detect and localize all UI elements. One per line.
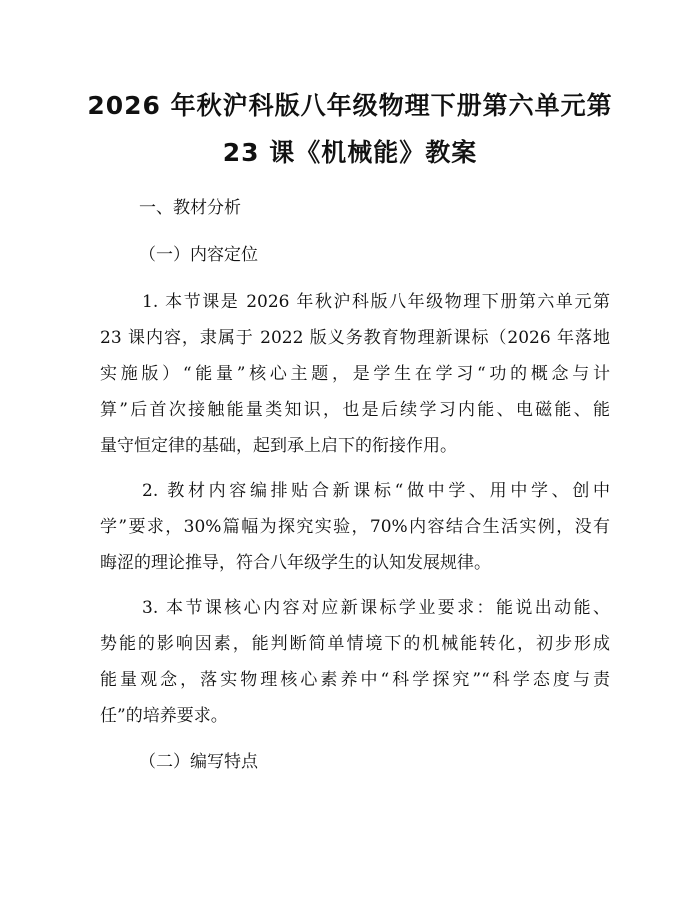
- paragraph-1-line-1: 1. 本节课是 2026 年秋沪科版八年级物理下册第六单元第: [142, 292, 610, 312]
- document-title-line-1: 2026 年秋沪科版八年级物理下册第六单元第: [87, 91, 613, 120]
- paragraph-2-line-3: 晦涩的理论推导，符合八年级学生的认知发展规律。: [100, 553, 491, 573]
- paragraph-3-line-1: 3. 本节课核心内容对应新课标学业要求：能说出动能、: [142, 598, 610, 618]
- paragraph-2-line-2: 学”要求，30%篇幅为探究实验，70%内容结合生活实例，没有: [100, 517, 610, 537]
- paragraph-2: [100, 473, 610, 581]
- paragraph-1-line-2: 23 课内容，隶属于 2022 版义务教育物理新课标（2026 年落地: [100, 328, 610, 348]
- paragraph-2-line-1: 2. 教材内容编排贴合新课标“做中学、用中学、创中: [142, 481, 610, 501]
- paragraph-1-line-3: 实施版）“能量”核心主题，是学生在学习“功的概念与计: [100, 364, 610, 384]
- document-title-line-2: 23 课《机械能》教案: [222, 138, 478, 167]
- section-heading-textbook-analysis: 一、教材分析: [139, 198, 241, 218]
- paragraph-1-line-5: 量守恒定律的基础，起到承上启下的衔接作用。: [100, 436, 457, 456]
- paragraph-3-line-4: 任”的培养要求。: [100, 706, 228, 726]
- paragraph-3: [100, 590, 610, 734]
- paragraph-1: [100, 284, 610, 464]
- paragraph-3-line-2: 势能的影响因素，能判断简单情境下的机械能转化，初步形成: [100, 634, 610, 654]
- paragraph-1-line-4: 算”后首次接触能量类知识，也是后续学习内能、电磁能、能: [100, 400, 610, 420]
- subsection-heading-writing-features: （二）编写特点: [139, 752, 258, 772]
- subsection-heading-content-positioning: （一）内容定位: [139, 245, 258, 265]
- paragraph-3-line-3: 能量观念，落实物理核心素养中“科学探究”“科学态度与责: [100, 670, 610, 690]
